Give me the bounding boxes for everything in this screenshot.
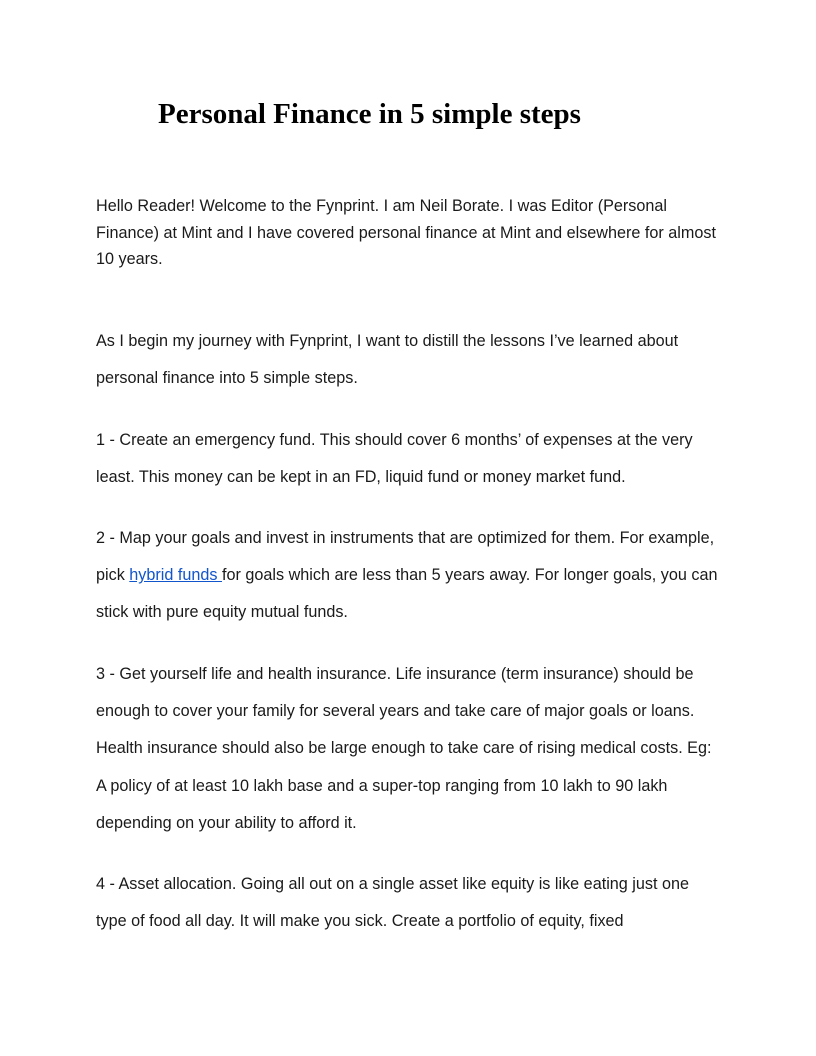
step-2-paragraph xyxy=(96,520,724,632)
journey-paragraph: As I begin my journey with Fynprint, I want to distill the lessons I’ve learned about personal finance into 5 simple steps. xyxy=(96,332,679,388)
step-2-text-before-link: 2 - Map your goals and invest in instruments that are optimized for them. For example, pick xyxy=(96,529,715,585)
step-2-text-after-link: for goals which are less than 5 years away. For longer goals, you can stick with pure equity mutual funds. xyxy=(96,566,718,622)
document-title: Personal Finance in 5 simple steps xyxy=(158,98,581,130)
hybrid-funds-link[interactable]: hybrid funds xyxy=(129,566,222,585)
step-3-paragraph: 3 - Get yourself life and health insurance. Life insurance (term insurance) should be enough to cover your family for several years and take care of major goals or loans. Health insurance should also be large enough to take care of rising medical costs. Eg: A policy of at least 10 lakh base and a super-top ranging from 10 lakh to 90 lakh depending on your ability to afford it. xyxy=(96,665,712,832)
step-1-paragraph: 1 - Create an emergency fund. This should cover 6 months’ of expenses at the very least. This money can be kept in an FD, liquid fund or money market fund. xyxy=(96,431,693,487)
step-4-paragraph: 4 - Asset allocation. Going all out on a single asset like equity is like eating just one type of food all day. It will make you sick. Create a portfolio of equity, fixed xyxy=(96,875,689,931)
intro-paragraph: Hello Reader! Welcome to the Fynprint. I am Neil Borate. I was Editor (Personal Finance) at Mint and I have covered personal finance at Mint and elsewhere for almost 10 years. xyxy=(96,197,716,268)
